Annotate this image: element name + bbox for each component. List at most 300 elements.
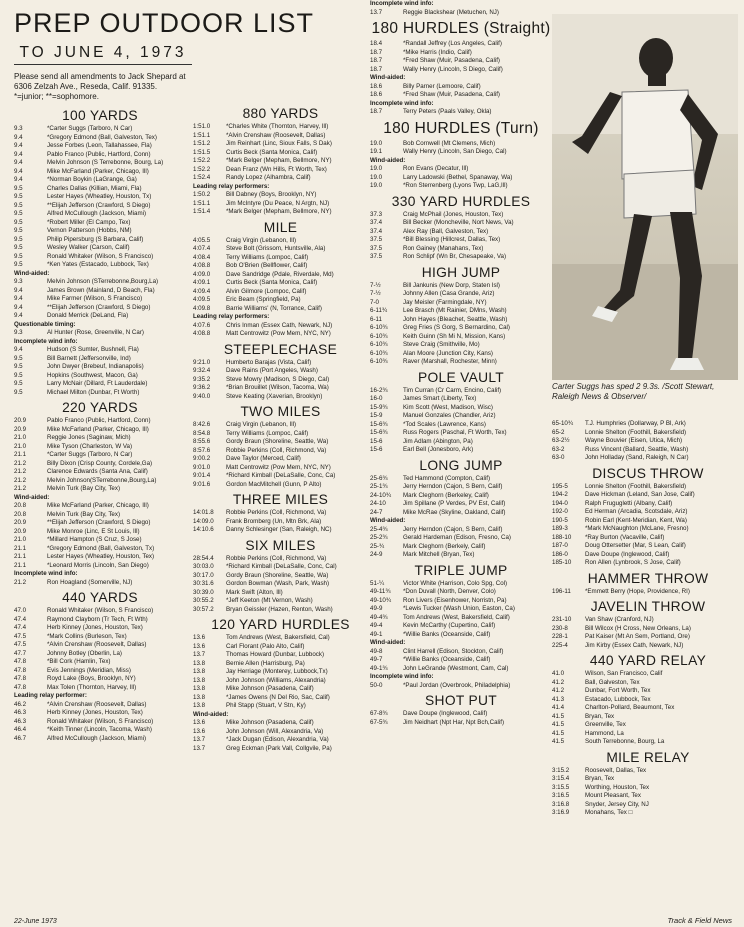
mark: 47.8 <box>14 658 27 665</box>
list-item <box>370 91 552 100</box>
athlete: Charlton-Pollard, Beaumont, Tex <box>585 704 675 711</box>
mark: 25-6¾ <box>370 474 388 482</box>
list-item <box>14 355 186 364</box>
column-2 <box>193 103 368 753</box>
athlete: Greg Eckman (Park Vall, Collgvile, Pa) <box>226 744 332 752</box>
mark: 63-2½ <box>552 437 570 444</box>
mark: 47.0 <box>14 607 27 614</box>
mark: 9.5 <box>14 363 23 370</box>
list-item <box>552 775 744 784</box>
athlete: Thomas Howard (Dunbar, Lubbock) <box>226 651 325 658</box>
mark: 37.5 <box>370 244 383 252</box>
athlete: *Fred Shaw (Muir, Pasadena, Calif) <box>403 57 500 64</box>
list-item <box>552 784 744 793</box>
athlete: Dave Sandridge (Pdale, Riverdale, Md) <box>226 270 334 278</box>
athlete: Mike Johnson (Pasadena, Calif) <box>226 719 314 726</box>
list-item <box>370 614 552 623</box>
mark: 196-11 <box>552 587 571 595</box>
mark: 4:09.1 <box>193 279 211 286</box>
mark: 21.1 <box>14 553 27 560</box>
mark: 37.4 <box>370 219 383 226</box>
athlete: *Bill Blessing (Hillcrest, Dallas, Tex) <box>403 236 501 243</box>
list-item <box>370 358 552 367</box>
list-item <box>370 500 552 509</box>
list-item <box>370 710 552 719</box>
mark: 41.3 <box>552 695 565 703</box>
mark: 230-8 <box>552 624 568 632</box>
list-item <box>370 483 552 492</box>
athlete: Mark Cleghorn (Berkely, Calif) <box>403 542 486 550</box>
athlete: Bob O'Brien (Bellflower, Calif) <box>226 262 308 269</box>
mark: 9.5 <box>14 261 23 268</box>
list-item <box>14 372 186 381</box>
athlete: Ralph Frugugletti (Albany, Calif) <box>585 499 673 507</box>
athlete: Ball, Galveston, Tex <box>585 678 640 686</box>
athlete: Steve Bolt (Grissom, Huntsville, Ala) <box>226 245 326 252</box>
athlete: Dean Franz (Wn Hills, Ft Worth, Tex) <box>226 165 327 173</box>
athlete: Craig Virgin (Lebanon, Ill) <box>226 421 297 428</box>
athlete: Steve Keating (Xaverian, Brooklyn) <box>226 392 323 400</box>
athlete: Humberto Barajas (Vista, Calif) <box>226 358 312 366</box>
list-item <box>552 696 744 705</box>
athlete: Hopkins (Southwest, Macon, Ga) <box>47 371 138 379</box>
athlete: Carl Florant (Palo Alto, Calif) <box>226 642 305 650</box>
list-item <box>193 580 368 589</box>
athlete: Ron Schlipf (Wn Br, Chesapeake, Va) <box>403 253 507 260</box>
list-item <box>14 151 186 160</box>
list-item <box>14 159 186 168</box>
mark: 50-0 <box>370 681 383 689</box>
subheading: Incomplete wind info: <box>14 337 78 345</box>
list-item <box>193 330 368 339</box>
event-heading: 220 YARDS <box>62 400 138 415</box>
athlete: John Holladay (Sand, Raleigh, N Car) <box>585 454 689 461</box>
mark: 47.8 <box>14 675 27 682</box>
mark: 9.5 <box>14 354 23 362</box>
list-item <box>552 559 744 568</box>
athlete: Earl Bell (Jonesboro, Ark) <box>403 446 474 453</box>
athlete: Keith Guinn (Sh Mi N, Mission, Kans) <box>403 332 506 340</box>
athlete: Frank Bromberg (Un, Mtn Brk, Ala) <box>226 517 322 525</box>
mark: 9.5 <box>14 380 23 387</box>
athlete: Bill Wilcox (H Cross, New Orleans, La) <box>585 624 691 632</box>
athlete: Robbie Perkins (Coll, Richmond, Va) <box>226 554 327 562</box>
athlete: *Fred Shaw (Muir, Pasadena, Calif) <box>403 91 500 98</box>
athlete: Pat Kaiser (Mt An Sem, Portland, Ore) <box>585 633 690 640</box>
list-item <box>370 228 552 237</box>
athlete: Tom Andrews (West, Bakersfield, Calif) <box>403 613 510 621</box>
mark: 9.4 <box>14 159 23 166</box>
mark: 41.5 <box>552 712 565 720</box>
list-item <box>370 597 552 606</box>
mark: 21.0 <box>14 442 27 450</box>
mark: 13.7 <box>193 744 206 752</box>
athlete: Raymond Clayborn (Tr Tech, Ft Wth) <box>47 615 148 623</box>
mark: 9:01.4 <box>193 472 211 479</box>
list-item <box>193 719 368 728</box>
athlete: Billy Dixon (Crisp County, Cordele,Ga) <box>47 459 153 467</box>
mark: 3:16.8 <box>552 800 570 808</box>
athlete: Randy Lopez (Alhambra, Calif) <box>226 174 311 181</box>
list-item <box>193 660 368 669</box>
athlete: Mike McFarland (Parker, Chicago, Ill) <box>47 425 149 433</box>
athlete: Jim Kirby (Essex Cath, Newark, NJ) <box>585 641 684 649</box>
subheading: Questionable timing: <box>14 320 76 328</box>
list-item <box>14 460 186 469</box>
athlete: Mark Swift (Alton, Ill) <box>226 588 283 596</box>
list-item <box>193 438 368 447</box>
mark: 18.7 <box>370 57 383 64</box>
list-item <box>14 202 186 211</box>
athlete: Steve Mowry (Madison, S Diego, Cal) <box>226 375 330 383</box>
mark: 13.6 <box>193 642 206 650</box>
list-item <box>14 426 186 435</box>
athlete: *Norman Boykin (LaGrange, Ga) <box>47 176 137 183</box>
list-item <box>552 508 744 517</box>
list-item <box>193 254 368 263</box>
mark: 41.5 <box>552 721 565 728</box>
mark: 25-2¾ <box>370 534 388 541</box>
subheading: Wind-aided: <box>370 74 406 81</box>
athlete: Mike Tyson (Charleston, W Va) <box>47 442 133 450</box>
athlete: *Mark Collins (Burleson, Tex) <box>47 632 127 640</box>
mark: 1:51.0 <box>193 123 211 130</box>
mark: 9.4 <box>14 142 23 149</box>
mark: 228-1 <box>552 633 568 640</box>
athlete: *Jack Dugan (Edison, Alexandria, Va) <box>226 736 329 743</box>
event-heading: STEEPLECHASE <box>223 341 338 357</box>
subheading: Wind-aided: <box>370 517 406 524</box>
list-item <box>552 730 744 739</box>
athlete: Kevin McCarthy (Cupertino, Calif) <box>403 622 496 629</box>
mark: 49-9 <box>370 605 383 612</box>
mark: 41.2 <box>552 687 565 694</box>
list-item <box>193 393 368 402</box>
list-item <box>552 483 744 492</box>
list-item <box>370 108 552 117</box>
athlete: Danny Schlesinger (San, Raleigh, NC) <box>226 526 332 533</box>
list-item <box>193 132 368 141</box>
list-item <box>193 518 368 527</box>
athlete: Lonnie Shelton (Foothill, Bakersfield) <box>585 482 687 490</box>
athlete: *Carter Suggs (Tarboro, N Car) <box>47 451 133 458</box>
athlete: John LeGrande (Westmont, Cam, Cal) <box>403 664 509 672</box>
list-item <box>193 634 368 643</box>
list-item <box>370 341 552 350</box>
list-item <box>370 387 552 396</box>
mark: 4:08.4 <box>193 253 211 261</box>
event-heading: THREE MILES <box>232 492 329 507</box>
list-item <box>14 641 186 650</box>
list-item <box>14 329 186 338</box>
list-item <box>370 656 552 665</box>
mark: 6-10¾ <box>370 341 388 348</box>
list-item <box>193 685 368 694</box>
athlete: Larry McNair (Dillard, Ft Lauderdale) <box>47 380 148 387</box>
list-item <box>14 380 186 389</box>
mark: 9.4 <box>14 295 23 302</box>
list-item <box>370 534 552 543</box>
list-item <box>552 721 744 730</box>
athlete: Mike Johnson (Pasadena, Calif) <box>226 685 314 692</box>
list-item <box>552 420 744 429</box>
athlete: Mark Cleghorn (Berkeley, Calif) <box>403 491 489 499</box>
athlete: Jay Meisler (Farmingdale, NY) <box>403 298 487 306</box>
mark: 9.4 <box>14 286 23 294</box>
mark: 9.5 <box>14 235 23 243</box>
list-item <box>552 534 744 543</box>
mark: 6-10¾ <box>370 324 388 331</box>
athlete: *Paul Jordan (Overbrook, Philadelphia) <box>403 681 511 689</box>
athlete: Jim Reinhart (Linc, Sioux Falls, S Dak) <box>226 140 332 147</box>
list-item <box>14 227 186 236</box>
list-item <box>193 245 368 254</box>
mark: 18.6 <box>370 82 383 90</box>
mark: 21.1 <box>14 544 27 552</box>
athlete: Gerald Hardeman (Edison, Fresno, Ca) <box>403 534 511 541</box>
mark: 47.5 <box>14 632 27 640</box>
athlete: **Elijah Jefferson (Crawford, S Diego) <box>47 201 151 209</box>
athlete: Melvin Johnson (S Terrebonne, Bourg, La) <box>47 159 164 166</box>
list-item <box>552 713 744 722</box>
list-item <box>14 134 186 143</box>
athlete: Johnny Allen (Casa Grande, Ariz) <box>403 290 495 297</box>
athlete: Matt Centrowitz (Pow Mem, NYC, NY) <box>226 463 331 471</box>
athlete: Bill Becker (Moncheville, Nort News, Va) <box>403 219 514 226</box>
athlete: Terry Williams (Lompoc, Calif) <box>226 253 309 261</box>
mark: 41.2 <box>552 678 565 686</box>
athlete: Charles Dallas (Killian, Miami, Fla) <box>47 184 142 192</box>
mark: 47.4 <box>14 624 27 631</box>
athlete: *Emmett Berry (Hope, Providence, RI) <box>585 587 690 595</box>
event-heading: 100 YARDS <box>62 108 138 123</box>
list-item <box>193 572 368 581</box>
list-item <box>14 528 186 537</box>
athlete: Ron Hoagland (Somerville, NJ) <box>47 578 133 586</box>
list-item <box>370 648 552 657</box>
mark: 9.4 <box>14 133 23 141</box>
mark: 4:05.5 <box>193 236 211 244</box>
list-item <box>370 526 552 535</box>
list-item <box>370 148 552 157</box>
mark: 16-2¾ <box>370 386 388 394</box>
list-item <box>193 421 368 430</box>
athlete: Gordy Braun (Shoreline, Seattle, Wa) <box>226 571 329 579</box>
list-item <box>14 261 186 270</box>
mark: 19.0 <box>370 173 383 181</box>
athlete: Melvin Turk (Bay City, Tex) <box>47 485 121 492</box>
mark: 8:57.6 <box>193 446 211 454</box>
list-item <box>193 305 368 314</box>
mark: 47.8 <box>14 666 27 674</box>
mark: 6-10¾ <box>370 349 388 357</box>
list-item <box>14 477 186 486</box>
mark: 9.5 <box>14 252 23 260</box>
mark: 30:57.2 <box>193 605 214 613</box>
athlete: Matt Centrowitz (Pow Mem, NYC, NY) <box>226 330 331 337</box>
list-item <box>14 219 186 228</box>
list-item <box>14 346 186 355</box>
list-item <box>14 701 186 710</box>
list-item <box>14 434 186 443</box>
mark: 9.5 <box>14 218 23 226</box>
list-item <box>370 316 552 325</box>
mark: 41.4 <box>552 704 565 711</box>
publication-logo: Track & Field News <box>667 916 732 925</box>
athlete: Ronald Whitaker (Wilson, S Francisco) <box>47 252 154 260</box>
mark: 192-0 <box>552 508 568 515</box>
event-heading: MILE RELAY <box>606 749 690 765</box>
footer-date: 22-June 1973 <box>14 918 57 925</box>
mark: 9.4 <box>14 176 23 183</box>
list-item <box>193 447 368 456</box>
mark: 4:09.4 <box>193 287 211 295</box>
list-item <box>193 237 368 246</box>
event-heading: 330 YARD HURDLES <box>391 193 531 209</box>
athlete: Craig Virgin (Lebanon, Ill) <box>226 236 297 244</box>
list-item <box>14 312 186 321</box>
athlete: Robbie Perkins (Coll, Richmond, Va) <box>226 509 327 516</box>
list-item <box>552 500 744 509</box>
list-item <box>370 438 552 447</box>
athlete: Dave Doupe (Inglewood, Calif) <box>585 550 670 558</box>
list-item <box>552 679 744 688</box>
mark: 3:15.4 <box>552 775 570 782</box>
mark: 188-10 <box>552 533 572 541</box>
mark: 13.6 <box>193 634 206 641</box>
mark: 190-5 <box>552 516 568 524</box>
list-item <box>14 536 186 545</box>
list-item <box>14 633 186 642</box>
athlete: Herb Kinney (Jones, Houston, Tex) <box>47 624 143 631</box>
list-item <box>552 625 744 634</box>
mark: 3:16.9 <box>552 809 570 816</box>
athlete: *Alvin Crenshaw (Roosevelt, Dallas) <box>47 641 147 648</box>
mark: 8:42.6 <box>193 421 211 428</box>
athlete: Ron Allen (Lynbrook, S Jose, Calif) <box>585 559 681 566</box>
list-item <box>193 191 368 200</box>
athlete: Terry Williams (Lompoc, Calif) <box>226 429 309 437</box>
athlete: Terry Peters (Paals Valley, Okla) <box>403 108 492 115</box>
subheading: Wind-aided: <box>370 156 406 164</box>
list-item <box>370 324 552 333</box>
list-item <box>370 631 552 640</box>
list-item <box>370 492 552 501</box>
athlete: *Tod Scales (Lawrence, Kans) <box>403 420 486 428</box>
mark: 9.3 <box>14 125 23 132</box>
list-item <box>193 455 368 464</box>
athlete: Gordon Bowman (Wash, Park, Wash) <box>226 580 330 587</box>
mark: 49-7 <box>370 656 383 663</box>
list-item <box>370 9 552 18</box>
mark: 18.7 <box>370 108 383 115</box>
mark: 9.5 <box>14 201 23 209</box>
athlete: Manuel Gonzales (Chandler, Ariz) <box>403 412 496 419</box>
athlete: Melvin Johnson(STerrebonne,Bourg,La) <box>47 476 157 484</box>
athlete: Herb Kinney (Jones, Houston, Tex) <box>47 709 143 716</box>
mark: 1:52.4 <box>193 174 211 181</box>
mark: 18.7 <box>370 48 383 56</box>
list-item <box>193 702 368 711</box>
athlete: Reggie Jones (Saginaw, Mich) <box>47 434 131 441</box>
list-item <box>14 650 186 659</box>
mark: 15-9¾ <box>370 403 388 411</box>
list-item <box>370 299 552 308</box>
mark: 194-0 <box>552 499 568 507</box>
mark: 30:03.0 <box>193 563 214 570</box>
mark: 14:09.0 <box>193 517 214 525</box>
mark: 13.6 <box>193 719 206 726</box>
list-item <box>14 607 186 616</box>
athlete: John Johnson (Will, Alexandria, Va) <box>226 727 324 735</box>
list-item <box>370 83 552 92</box>
athlete: Gordy Braun (Shoreline, Seattle, Wa) <box>226 438 329 445</box>
mark: 1:52.2 <box>193 157 211 164</box>
athlete: Bill Barnett (Jeffersonville, Ind) <box>47 354 131 362</box>
athlete: Phil Stapp (Stuart, V Stn, Ky) <box>226 702 306 709</box>
athlete: Jim Neidhart (Npt Har, Npt Bch,Calif) <box>403 718 505 726</box>
mark: 21.2 <box>14 476 27 484</box>
athlete: Monahans, Tex □ <box>585 809 633 816</box>
mark: 9.4 <box>14 303 23 311</box>
athlete: Clint Harrell (Edison, Stockton, Calif) <box>403 647 504 655</box>
mark: 20.8 <box>14 502 27 509</box>
list-item <box>552 542 744 551</box>
event-heading: MILE <box>263 219 298 235</box>
intro-note: Please send all amendments to Jack Shepard at 6306 Zelzah Ave., Reseda, Calif. 91335. *=junior; **=sophomore. <box>14 72 186 101</box>
mark: 1:52.2 <box>193 165 211 173</box>
athlete: Bill Dabney (Boys, Brooklyn, NY) <box>226 191 317 198</box>
mark: 37.4 <box>370 227 383 235</box>
athlete: Reggie Blackshear (Metuchen, NJ) <box>403 8 499 16</box>
mark: 6-10¾ <box>370 358 388 365</box>
list-item <box>370 333 552 342</box>
list-item <box>193 367 368 376</box>
athlete: Wally Henry (Lincoln, San Diego, Cal) <box>403 148 507 155</box>
athlete: Raver (Marshall, Rochester, Minn) <box>403 358 497 365</box>
photo-caption: Carter Suggs has sped 2 9.3s. /Scott Stewart, Raleigh News & Observer/ <box>552 382 715 401</box>
event-heading: POLE VAULT <box>417 369 505 385</box>
list-item <box>193 745 368 754</box>
athlete: *Keith Tinner (Lincoln, Tacoma, Wash) <box>47 726 152 733</box>
athlete: Royd Lake (Boys, Brooklyn, NY) <box>47 675 136 682</box>
list-item <box>370 605 552 614</box>
mark: 9.5 <box>14 244 23 251</box>
mark: 9:36.2 <box>193 384 211 391</box>
list-item <box>14 295 186 304</box>
athlete: Ron Gainey (Manahans, Tex) <box>403 244 484 252</box>
list-item <box>193 322 368 331</box>
mark: 67-8¾ <box>370 710 388 717</box>
mark: 19.0 <box>370 139 383 147</box>
athlete: Pablo Franco (Public, Hartford, Conn) <box>47 150 151 158</box>
mark: 47.8 <box>14 683 27 691</box>
subheading: Wind-aided: <box>14 493 50 501</box>
athlete: *Alvin Crenshaw (Roosevelt, Dallas) <box>47 700 147 708</box>
mark: 41.5 <box>552 738 565 745</box>
list-item <box>552 517 744 526</box>
mark: 4:09.0 <box>193 270 211 278</box>
mark: 3:15.5 <box>552 783 570 791</box>
mark: 3:15.2 <box>552 766 570 774</box>
list-item <box>370 429 552 438</box>
mark: 3:16.5 <box>552 792 570 799</box>
athlete: Michael Milton (Dunbar, Ft Worth) <box>47 388 140 396</box>
athlete: Alex Ray (Ball, Galveston, Tex) <box>403 227 489 235</box>
event-heading: TWO MILES <box>240 404 321 419</box>
page-title: PREP OUTDOOR LIST <box>14 8 315 38</box>
athlete: Van Shaw (Cranford, NJ) <box>585 616 654 623</box>
